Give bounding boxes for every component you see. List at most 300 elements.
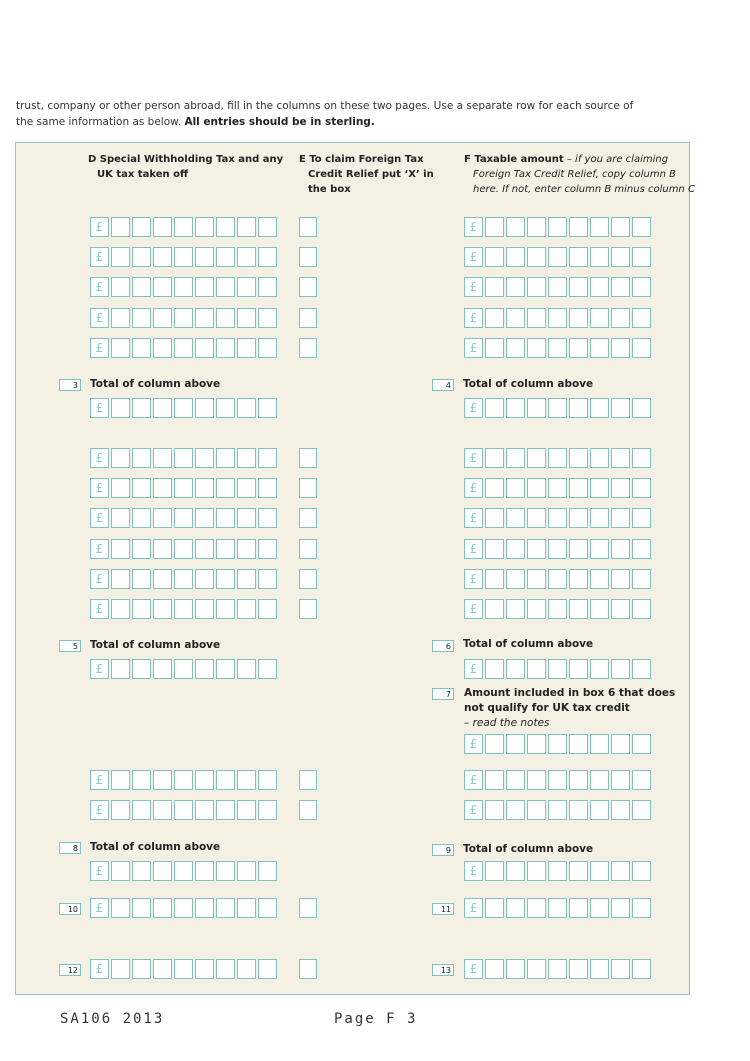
digit-cell[interactable] [527,277,546,297]
digit-cell[interactable] [111,539,130,559]
digit-cell[interactable] [485,247,504,267]
digit-cell[interactable] [237,338,256,358]
digit-cell[interactable] [569,569,588,589]
digit-cell[interactable] [132,659,151,679]
digit-cell[interactable] [527,478,546,498]
digit-cell[interactable] [548,959,567,979]
digit-cell[interactable] [527,800,546,820]
digit-cell[interactable] [548,277,567,297]
digit-cell[interactable] [527,308,546,328]
digit-cell[interactable] [174,770,193,790]
digit-cell[interactable] [548,508,567,528]
column-d-amount-row[interactable] [90,338,279,358]
digit-cell[interactable] [569,599,588,619]
column-e-checkbox[interactable] [299,800,317,820]
digit-cell[interactable] [569,277,588,297]
digit-cell[interactable] [506,569,525,589]
digit-cell[interactable] [153,247,172,267]
digit-cell[interactable] [132,217,151,237]
digit-cell[interactable] [506,308,525,328]
digit-cell[interactable] [485,217,504,237]
digit-cell[interactable] [506,770,525,790]
column-d-amount-row[interactable] [90,217,279,237]
digit-cell[interactable] [153,770,172,790]
digit-cell[interactable] [174,398,193,418]
digit-cell[interactable] [485,308,504,328]
digit-cell[interactable] [132,770,151,790]
digit-cell[interactable] [611,898,630,918]
column-f-amount-row[interactable] [464,569,653,589]
digit-cell[interactable] [506,659,525,679]
digit-cell[interactable] [237,898,256,918]
digit-cell[interactable] [195,308,214,328]
digit-cell[interactable] [590,770,609,790]
digit-cell[interactable] [216,800,235,820]
column-f-amount-row[interactable] [464,770,653,790]
digit-cell[interactable] [111,569,130,589]
digit-cell[interactable] [569,734,588,754]
digit-cell[interactable] [506,959,525,979]
digit-cell[interactable] [258,217,277,237]
digit-cell[interactable] [632,861,651,881]
digit-cell[interactable] [174,861,193,881]
digit-cell[interactable] [569,539,588,559]
digit-cell[interactable] [132,569,151,589]
column-d-amount-row[interactable] [90,770,279,790]
digit-cell[interactable] [611,448,630,468]
digit-cell[interactable] [216,398,235,418]
digit-cell[interactable] [527,659,546,679]
column-e-checkbox[interactable] [299,338,317,358]
digit-cell[interactable] [527,599,546,619]
digit-cell[interactable] [174,659,193,679]
digit-cell[interactable] [174,247,193,267]
digit-cell[interactable] [237,659,256,679]
digit-cell[interactable] [590,539,609,559]
digit-cell[interactable] [548,659,567,679]
digit-cell[interactable] [611,539,630,559]
digit-cell[interactable] [111,338,130,358]
column-f-amount-row[interactable] [464,338,653,358]
digit-cell[interactable] [590,478,609,498]
digit-cell[interactable] [153,478,172,498]
box-5-amount[interactable] [90,659,279,679]
digit-cell[interactable] [506,247,525,267]
digit-cell[interactable] [132,959,151,979]
digit-cell[interactable] [485,338,504,358]
digit-cell[interactable] [527,734,546,754]
digit-cell[interactable] [195,398,214,418]
digit-cell[interactable] [258,898,277,918]
digit-cell[interactable] [258,448,277,468]
digit-cell[interactable] [195,599,214,619]
column-e-checkbox[interactable] [299,247,317,267]
column-d-amount-row[interactable] [90,599,279,619]
digit-cell[interactable] [485,659,504,679]
digit-cell[interactable] [485,861,504,881]
digit-cell[interactable] [237,448,256,468]
column-e-checkbox[interactable] [299,599,317,619]
digit-cell[interactable] [216,861,235,881]
digit-cell[interactable] [632,734,651,754]
column-d-amount-row[interactable] [90,569,279,589]
digit-cell[interactable] [195,338,214,358]
digit-cell[interactable] [216,448,235,468]
column-f-amount-row[interactable] [464,478,653,498]
digit-cell[interactable] [237,398,256,418]
digit-cell[interactable] [506,448,525,468]
digit-cell[interactable] [632,569,651,589]
digit-cell[interactable] [153,599,172,619]
digit-cell[interactable] [632,448,651,468]
digit-cell[interactable] [548,770,567,790]
digit-cell[interactable] [590,959,609,979]
digit-cell[interactable] [548,448,567,468]
digit-cell[interactable] [153,277,172,297]
digit-cell[interactable] [569,959,588,979]
digit-cell[interactable] [111,217,130,237]
column-d-amount-row[interactable] [90,308,279,328]
digit-cell[interactable] [590,734,609,754]
digit-cell[interactable] [153,338,172,358]
column-d-amount-row[interactable] [90,539,279,559]
column-f-amount-row[interactable] [464,800,653,820]
digit-cell[interactable] [632,398,651,418]
column-f-amount-row[interactable] [464,308,653,328]
digit-cell[interactable] [174,338,193,358]
digit-cell[interactable] [216,898,235,918]
column-e-checkbox[interactable] [299,770,317,790]
digit-cell[interactable] [527,770,546,790]
digit-cell[interactable] [258,247,277,267]
digit-cell[interactable] [111,247,130,267]
digit-cell[interactable] [132,277,151,297]
digit-cell[interactable] [237,599,256,619]
digit-cell[interactable] [111,277,130,297]
box-8-amount[interactable] [90,861,279,881]
digit-cell[interactable] [548,569,567,589]
digit-cell[interactable] [111,659,130,679]
digit-cell[interactable] [174,308,193,328]
digit-cell[interactable] [237,217,256,237]
digit-cell[interactable] [237,770,256,790]
digit-cell[interactable] [195,539,214,559]
digit-cell[interactable] [132,508,151,528]
digit-cell[interactable] [527,569,546,589]
digit-cell[interactable] [132,308,151,328]
digit-cell[interactable] [132,338,151,358]
digit-cell[interactable] [590,861,609,881]
digit-cell[interactable] [590,247,609,267]
digit-cell[interactable] [506,861,525,881]
digit-cell[interactable] [569,508,588,528]
digit-cell[interactable] [174,448,193,468]
digit-cell[interactable] [611,277,630,297]
digit-cell[interactable] [506,599,525,619]
digit-cell[interactable] [485,508,504,528]
digit-cell[interactable] [174,217,193,237]
digit-cell[interactable] [216,539,235,559]
digit-cell[interactable] [111,770,130,790]
column-f-amount-row[interactable] [464,277,653,297]
digit-cell[interactable] [216,659,235,679]
digit-cell[interactable] [195,217,214,237]
digit-cell[interactable] [111,861,130,881]
digit-cell[interactable] [611,217,630,237]
digit-cell[interactable] [216,508,235,528]
digit-cell[interactable] [195,898,214,918]
digit-cell[interactable] [527,539,546,559]
digit-cell[interactable] [548,398,567,418]
digit-cell[interactable] [132,478,151,498]
digit-cell[interactable] [258,308,277,328]
digit-cell[interactable] [216,569,235,589]
digit-cell[interactable] [237,308,256,328]
digit-cell[interactable] [632,800,651,820]
digit-cell[interactable] [506,800,525,820]
digit-cell[interactable] [485,959,504,979]
digit-cell[interactable] [611,508,630,528]
digit-cell[interactable] [195,478,214,498]
digit-cell[interactable] [237,539,256,559]
digit-cell[interactable] [195,861,214,881]
digit-cell[interactable] [611,659,630,679]
digit-cell[interactable] [506,508,525,528]
digit-cell[interactable] [111,599,130,619]
digit-cell[interactable] [527,959,546,979]
digit-cell[interactable] [174,959,193,979]
digit-cell[interactable] [569,308,588,328]
digit-cell[interactable] [258,539,277,559]
digit-cell[interactable] [611,308,630,328]
digit-cell[interactable] [153,861,172,881]
digit-cell[interactable] [569,659,588,679]
column-e-checkbox[interactable] [299,898,317,918]
digit-cell[interactable] [632,898,651,918]
digit-cell[interactable] [237,800,256,820]
column-e-checkbox[interactable] [299,539,317,559]
digit-cell[interactable] [132,861,151,881]
column-d-amount-row[interactable] [90,247,279,267]
digit-cell[interactable] [258,277,277,297]
digit-cell[interactable] [527,247,546,267]
box-12-amount[interactable] [90,959,279,979]
digit-cell[interactable] [506,898,525,918]
digit-cell[interactable] [216,338,235,358]
digit-cell[interactable] [632,599,651,619]
column-f-amount-row[interactable] [464,247,653,267]
digit-cell[interactable] [527,398,546,418]
column-e-checkbox[interactable] [299,277,317,297]
digit-cell[interactable] [506,539,525,559]
digit-cell[interactable] [632,217,651,237]
digit-cell[interactable] [195,770,214,790]
digit-cell[interactable] [632,770,651,790]
digit-cell[interactable] [132,448,151,468]
digit-cell[interactable] [258,508,277,528]
digit-cell[interactable] [569,338,588,358]
digit-cell[interactable] [527,898,546,918]
digit-cell[interactable] [590,569,609,589]
digit-cell[interactable] [132,247,151,267]
digit-cell[interactable] [153,308,172,328]
digit-cell[interactable] [258,959,277,979]
digit-cell[interactable] [174,539,193,559]
digit-cell[interactable] [590,508,609,528]
digit-cell[interactable] [590,277,609,297]
digit-cell[interactable] [485,277,504,297]
digit-cell[interactable] [506,217,525,237]
box-6-amount[interactable] [464,659,653,679]
digit-cell[interactable] [132,398,151,418]
digit-cell[interactable] [485,398,504,418]
digit-cell[interactable] [569,448,588,468]
digit-cell[interactable] [216,247,235,267]
digit-cell[interactable] [153,539,172,559]
digit-cell[interactable] [590,338,609,358]
digit-cell[interactable] [174,898,193,918]
digit-cell[interactable] [258,338,277,358]
digit-cell[interactable] [485,898,504,918]
digit-cell[interactable] [611,861,630,881]
digit-cell[interactable] [111,800,130,820]
box-7-amount[interactable] [464,734,653,754]
digit-cell[interactable] [216,217,235,237]
digit-cell[interactable] [548,734,567,754]
digit-cell[interactable] [111,959,130,979]
digit-cell[interactable] [632,247,651,267]
digit-cell[interactable] [611,398,630,418]
digit-cell[interactable] [153,398,172,418]
digit-cell[interactable] [195,247,214,267]
digit-cell[interactable] [632,539,651,559]
digit-cell[interactable] [611,478,630,498]
digit-cell[interactable] [548,861,567,881]
digit-cell[interactable] [485,569,504,589]
digit-cell[interactable] [111,398,130,418]
digit-cell[interactable] [485,734,504,754]
digit-cell[interactable] [237,247,256,267]
column-f-amount-row[interactable] [464,599,653,619]
digit-cell[interactable] [527,508,546,528]
digit-cell[interactable] [611,569,630,589]
digit-cell[interactable] [195,508,214,528]
digit-cell[interactable] [548,308,567,328]
digit-cell[interactable] [569,861,588,881]
digit-cell[interactable] [569,247,588,267]
digit-cell[interactable] [258,861,277,881]
digit-cell[interactable] [216,478,235,498]
digit-cell[interactable] [548,478,567,498]
digit-cell[interactable] [590,217,609,237]
column-d-amount-row[interactable] [90,800,279,820]
digit-cell[interactable] [153,508,172,528]
column-e-checkbox[interactable] [299,217,317,237]
digit-cell[interactable] [237,959,256,979]
column-d-amount-row[interactable] [90,448,279,468]
digit-cell[interactable] [237,569,256,589]
box-13-amount[interactable] [464,959,653,979]
digit-cell[interactable] [195,959,214,979]
digit-cell[interactable] [590,308,609,328]
digit-cell[interactable] [590,659,609,679]
digit-cell[interactable] [195,277,214,297]
digit-cell[interactable] [485,478,504,498]
digit-cell[interactable] [258,770,277,790]
digit-cell[interactable] [611,770,630,790]
digit-cell[interactable] [569,770,588,790]
digit-cell[interactable] [174,800,193,820]
column-f-amount-row[interactable] [464,217,653,237]
digit-cell[interactable] [548,599,567,619]
digit-cell[interactable] [258,599,277,619]
digit-cell[interactable] [132,539,151,559]
digit-cell[interactable] [632,508,651,528]
digit-cell[interactable] [237,478,256,498]
digit-cell[interactable] [590,398,609,418]
digit-cell[interactable] [153,659,172,679]
digit-cell[interactable] [569,217,588,237]
digit-cell[interactable] [216,599,235,619]
digit-cell[interactable] [195,800,214,820]
column-e-checkbox[interactable] [299,959,317,979]
digit-cell[interactable] [506,338,525,358]
digit-cell[interactable] [111,898,130,918]
digit-cell[interactable] [174,599,193,619]
digit-cell[interactable] [111,478,130,498]
digit-cell[interactable] [611,800,630,820]
digit-cell[interactable] [548,247,567,267]
digit-cell[interactable] [485,448,504,468]
digit-cell[interactable] [237,861,256,881]
digit-cell[interactable] [485,599,504,619]
digit-cell[interactable] [611,338,630,358]
box-3-amount[interactable] [90,398,279,418]
digit-cell[interactable] [527,861,546,881]
digit-cell[interactable] [216,308,235,328]
digit-cell[interactable] [548,217,567,237]
digit-cell[interactable] [237,508,256,528]
box-11-amount[interactable] [464,898,653,918]
digit-cell[interactable] [569,478,588,498]
digit-cell[interactable] [216,277,235,297]
digit-cell[interactable] [153,800,172,820]
digit-cell[interactable] [548,338,567,358]
digit-cell[interactable] [590,898,609,918]
digit-cell[interactable] [174,508,193,528]
column-e-checkbox[interactable] [299,478,317,498]
digit-cell[interactable] [485,770,504,790]
column-d-amount-row[interactable] [90,277,279,297]
digit-cell[interactable] [111,448,130,468]
column-d-amount-row[interactable] [90,478,279,498]
digit-cell[interactable] [632,659,651,679]
digit-cell[interactable] [258,569,277,589]
digit-cell[interactable] [527,448,546,468]
digit-cell[interactable] [548,800,567,820]
digit-cell[interactable] [590,448,609,468]
digit-cell[interactable] [132,800,151,820]
digit-cell[interactable] [569,800,588,820]
column-d-amount-row[interactable] [90,508,279,528]
digit-cell[interactable] [569,898,588,918]
box-4-amount[interactable] [464,398,653,418]
digit-cell[interactable] [590,800,609,820]
digit-cell[interactable] [258,800,277,820]
digit-cell[interactable] [632,308,651,328]
digit-cell[interactable] [195,569,214,589]
digit-cell[interactable] [632,338,651,358]
